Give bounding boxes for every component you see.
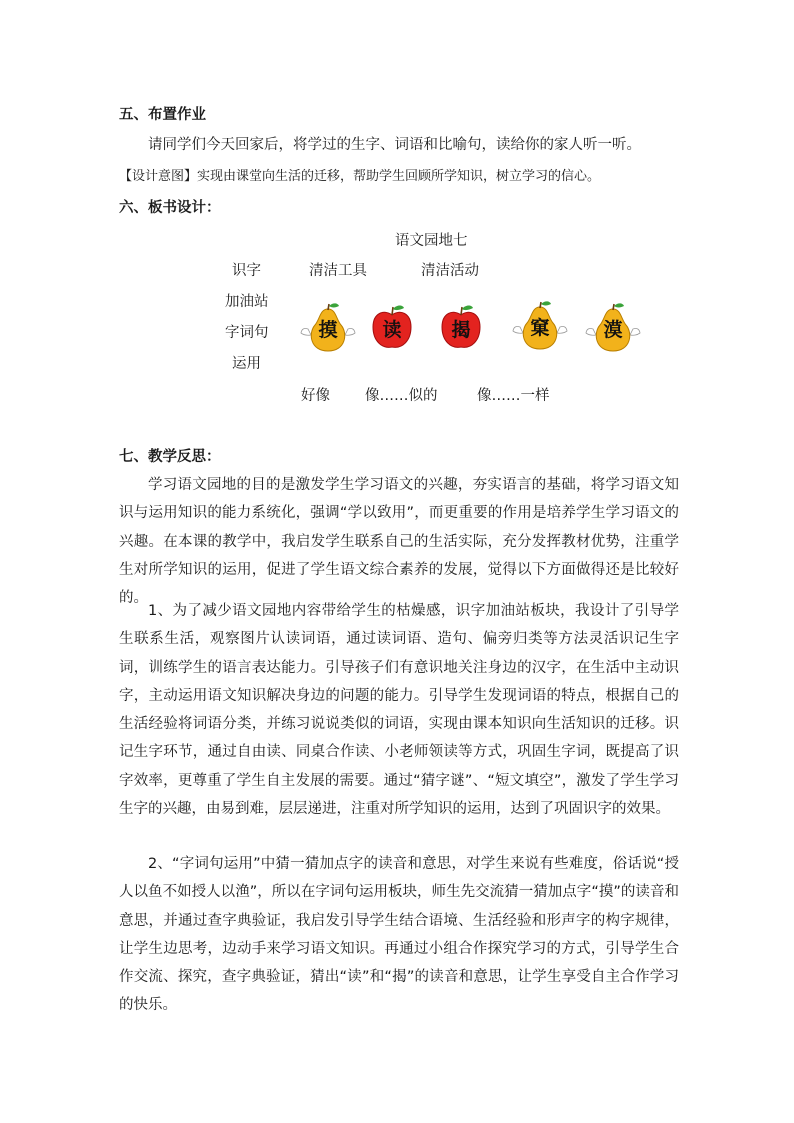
pear-card-mo2 [583,301,643,357]
fruit-char: 漠 [603,319,623,341]
fruit-char: 揭 [451,319,471,341]
pear-card-ke [510,299,570,355]
section7-title: 七、教学反思： [119,449,221,465]
reflection-paragraph-intro: 学习语文园地的目的是激发学生学习语文的兴趣，夯实语言的基础，将学习语文知识与运用知识的能力系统化，强调“学以致用”，而更重要的作用是培养学生学习语文的兴趣。在本课的教学中，我启发学生联系自己的生活实际，充分发挥教材优势，注重学生对所学知识的运用，促进了学生语文综合素养的发展，觉得以下方面做得还是比较好的。 [119,477,679,607]
homework-text: 请同学们今天回家后，将学过的生字、词语和比喻句，读给你的家人听一听。 [148,137,641,153]
apple-card-jie [431,301,491,357]
board-label-wordphrase: 字词句 [225,325,269,341]
board-label-literacy: 识字 [232,263,261,279]
board-label-usage: 运用 [232,356,261,372]
fruit-char: 摸 [318,319,338,341]
fruit-char: 窠 [530,317,550,339]
board-label-activities: 清洁活动 [421,263,479,279]
reflection-paragraph-2: 2、“字词句运用”中猜一猜加点字的读音和意思，对学生来说有些难度，俗话说“授人以鱼不如授人以渔”，所以在字词句运用板块，师生先交流猜一猜加点字“摸”的读音和意思，并通过查字典验证，我启发引导学生结合语境、生活经验和形声字的构字规律，让学生边思考，边动手来学习语文知识。再通过小组合作探究学习的方式，引导学生合作交流、探究，查字典验证，猜出“读”和“揭”的读音和意思，让学生享受自主合作学习的快乐。 [119,856,679,1014]
fruit-char: 读 [382,319,402,341]
board-title: 语文园地七 [395,233,468,249]
section5-title: 五、布置作业 [119,107,206,123]
apple-card-du [362,301,422,357]
board-simile-1: 好像 [301,388,330,404]
section6-title: 六、板书设计： [119,200,221,216]
board-simile-3: 像……一样 [477,388,550,404]
reflection-paragraph-1: 1、为了减少语文园地内容带给学生的枯燥感，识字加油站板块，我设计了引导学生联系生活，观察图片认读词语，通过读词语、造句、偏旁归类等方法灵活识记生字词，训练学生的语言表达能力。引导孩子们有意识地关注身边的汉字，在生活中主动识字，主动运用语文知识解决身边的问题的能力。引导学生发现词语的特点，根据自己的生活经验将词语分类，并练习说说类似的词语，实现由课本知识向生活知识的迁移。识记生字环节，通过自由读、同桌合作读、小老师领读等方式，巩固生字词，既提高了识字效率，更尊重了学生自主发展的需要。通过“猜字谜”、“短文填空”，激发了学生学习生字的兴趣，由易到难，层层递进，注重对所学知识的运用，达到了巩固识字的效果。 [119,603,679,818]
board-simile-2: 像……似的 [365,388,438,404]
board-label-station: 加油站 [225,294,269,310]
pear-card-mo [298,301,358,357]
design-intent: 【设计意图】实现由课堂向生活的迁移，帮助学生回顾所学知识，树立学习的信心。 [119,169,601,184]
board-label-tools: 清洁工具 [309,263,367,279]
